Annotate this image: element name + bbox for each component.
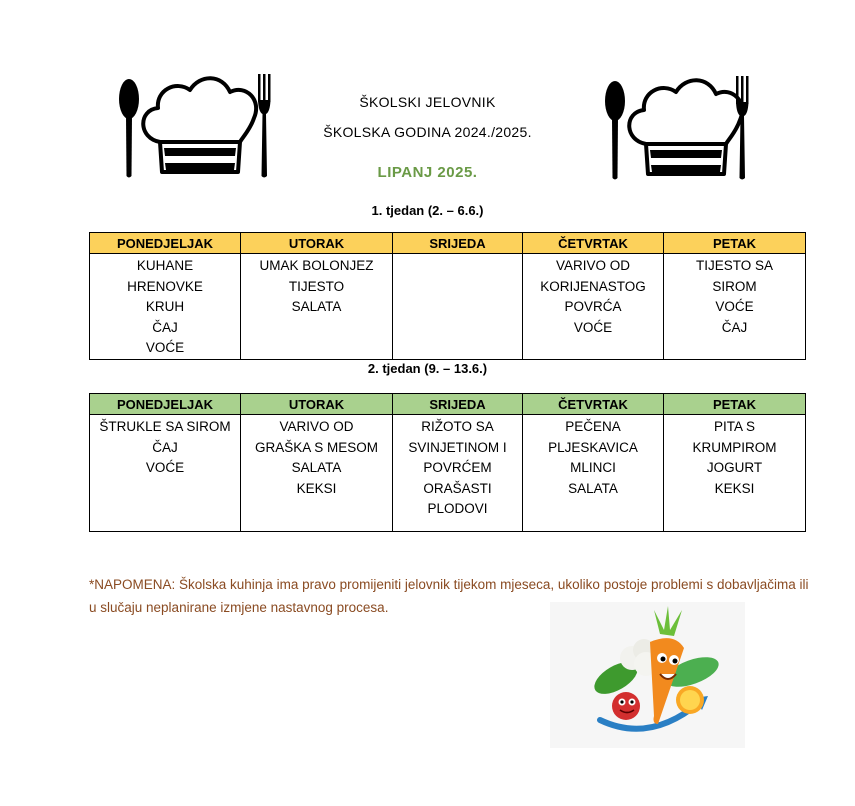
menu-line: PLODOVI: [427, 501, 488, 516]
menu-line: KEKSI: [714, 480, 755, 496]
menu-line: VARIVO OD: [555, 258, 630, 273]
menu-note: *NAPOMENA: Školska kuhinja ima pravo promijeniti jelovnik tijekom mjeseca, ukoliko postoje problemi s dobavljačima ili u slučaju neplanirane izmjene nastavnog procesa.: [89, 577, 809, 615]
week-2-monday-cell: [90, 415, 241, 532]
menu-line: PITA S: [713, 419, 755, 434]
menu-line: PEČENA: [565, 419, 621, 434]
week-1-monday-cell: [90, 254, 241, 360]
vegetables-illustration: [550, 602, 745, 748]
menu-line: POVRĆA: [564, 299, 622, 314]
menu-line: VOĆE: [145, 460, 185, 475]
week-2-label: 2. tjedan (9. – 13.6.): [367, 361, 488, 376]
day-header-thursday: ČETVRTAK: [523, 233, 664, 254]
week-2-header-row: [90, 394, 806, 415]
menu-line: ČAJ: [152, 319, 178, 335]
menu-line: JOGURT: [706, 460, 763, 475]
menu-line: KUHANE: [136, 258, 194, 273]
week-1-wednesday-cell: [393, 254, 523, 360]
menu-line: GRAŠKA S MESOM: [254, 439, 379, 455]
week-1-friday-cell: [664, 254, 806, 360]
week-2-table: [89, 393, 806, 532]
week-2-thursday-cell: [523, 415, 664, 532]
day-header-friday: PETAK: [664, 394, 806, 415]
week-1-tuesday-cell: [241, 254, 393, 360]
menu-line: SIROM: [712, 278, 757, 294]
menu-line: SALATA: [291, 460, 342, 475]
menu-line: SVINJETINOM I: [408, 439, 507, 455]
menu-line: RIŽOTO SA: [421, 419, 494, 434]
menu-line: ORAŠASTI: [423, 480, 492, 496]
week-1-menu-row: [90, 254, 806, 360]
day-header-friday: PETAK: [664, 233, 806, 254]
day-header-wednesday: SRIJEDA: [393, 233, 523, 254]
week-2-friday-cell: [664, 415, 806, 532]
menu-line: ŠTRUKLE SA SIROM: [99, 419, 231, 434]
menu-line: ČAJ: [721, 319, 748, 335]
menu-line: KORIJENASTOG: [540, 278, 646, 294]
week-2-wednesday-cell: [393, 415, 523, 532]
menu-line: SALATA: [568, 480, 618, 496]
menu-line: VOĆE: [715, 299, 754, 314]
menu-line: KEKSI: [296, 480, 337, 496]
menu-line: MLINCI: [570, 460, 616, 475]
menu-line: VOĆE: [573, 319, 613, 335]
menu-title: ŠKOLSKI JELOVNIK: [359, 94, 496, 110]
menu-line: TIJESTO: [288, 278, 345, 294]
day-header-monday: PONEDJELJAK: [90, 233, 241, 254]
week-2-tuesday-cell: [241, 415, 393, 532]
menu-line: VARIVO OD: [279, 419, 354, 434]
day-header-wednesday: SRIJEDA: [393, 394, 523, 415]
menu-line: ČAJ: [152, 439, 178, 455]
menu-line: POVRĆEM: [423, 460, 492, 475]
menu-line: HRENOVKE: [127, 278, 203, 294]
day-header-thursday: ČETVRTAK: [523, 394, 664, 415]
menu-line: SALATA: [291, 299, 342, 314]
school-year: ŠKOLSKA GODINA 2024./2025.: [323, 124, 532, 140]
day-header-tuesday: UTORAK: [241, 233, 393, 254]
day-header-monday: PONEDJELJAK: [90, 394, 241, 415]
week-1-table: [89, 232, 806, 360]
menu-line: PLJESKAVICA: [548, 439, 638, 455]
menu-line: TIJESTO SA: [695, 258, 774, 273]
day-header-tuesday: UTORAK: [241, 394, 393, 415]
month-label: LIPANJ 2025.: [377, 164, 478, 181]
menu-line: KRUMPIROM: [692, 439, 777, 455]
week-1-header-row: [90, 233, 806, 254]
menu-line: VOĆE: [145, 340, 185, 355]
menu-line: KRUH: [145, 299, 185, 314]
carrot-mascot-icon: [550, 602, 745, 748]
week-1-label: 1. tjedan (2. – 6.6.): [371, 203, 484, 218]
week-1-thursday-cell: [523, 254, 664, 360]
week-2-menu-row: [90, 415, 806, 532]
menu-line: UMAK BOLONJEZ: [259, 258, 374, 273]
